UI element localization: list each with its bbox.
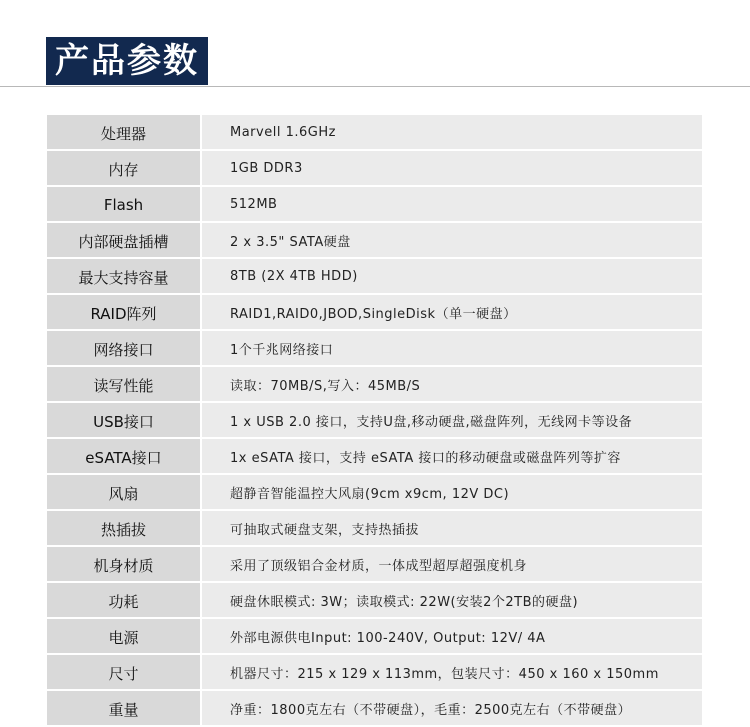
spec-label: 风扇 — [47, 475, 200, 509]
table-row — [47, 439, 702, 473]
table-row — [47, 655, 702, 689]
spec-label: 功耗 — [47, 583, 200, 617]
spec-value: 8TB (2X 4TB HDD) — [202, 259, 702, 293]
spec-table — [47, 113, 702, 727]
table-row — [47, 367, 702, 401]
spec-value: 1GB DDR3 — [202, 151, 702, 185]
spec-value: 机器尺寸：215 x 129 x 113mm，包装尺寸：450 x 160 x 150mm — [202, 655, 702, 689]
spec-label: 机身材质 — [47, 547, 200, 581]
spec-value: RAID1,RAID0,JBOD,SingleDisk（单一硬盘） — [202, 295, 702, 329]
spec-value: 2 x 3.5" SATA硬盘 — [202, 223, 702, 257]
table-row — [47, 151, 702, 185]
spec-label: 热插拔 — [47, 511, 200, 545]
table-row — [47, 115, 702, 149]
spec-value: 512MB — [202, 187, 702, 221]
spec-value: Marvell 1.6GHz — [202, 115, 702, 149]
spec-label: 内部硬盘插槽 — [47, 223, 200, 257]
spec-label: 内存 — [47, 151, 200, 185]
spec-value: 1x eSATA 接口，支持 eSATA 接口的移动硬盘或磁盘阵列等扩容 — [202, 439, 702, 473]
spec-label: eSATA接口 — [47, 439, 200, 473]
spec-label: RAID阵列 — [47, 295, 200, 329]
table-row — [47, 295, 702, 329]
spec-label: 电源 — [47, 619, 200, 653]
spec-table-body — [47, 115, 702, 725]
table-row — [47, 223, 702, 257]
spec-label: Flash — [47, 187, 200, 221]
spec-value: 1 x USB 2.0 接口，支持U盘,移动硬盘,磁盘阵列，无线网卡等设备 — [202, 403, 702, 437]
page-title: 产品参数 — [46, 37, 208, 85]
spec-value: 净重：1800克左右（不带硬盘），毛重：2500克左右（不带硬盘） — [202, 691, 702, 725]
spec-value: 可抽取式硬盘支架，支持热插拔 — [202, 511, 702, 545]
page-header — [0, 0, 750, 90]
table-row — [47, 547, 702, 581]
spec-value: 超静音智能温控大风扇(9cm x9cm, 12V DC) — [202, 475, 702, 509]
table-row — [47, 331, 702, 365]
spec-label: 重量 — [47, 691, 200, 725]
table-row — [47, 511, 702, 545]
spec-label: 网络接口 — [47, 331, 200, 365]
table-row — [47, 691, 702, 725]
spec-label: USB接口 — [47, 403, 200, 437]
table-row — [47, 619, 702, 653]
spec-label: 最大支持容量 — [47, 259, 200, 293]
spec-value: 读取：70MB/S,写入：45MB/S — [202, 367, 702, 401]
header-divider — [0, 86, 750, 87]
table-row — [47, 583, 702, 617]
spec-label: 处理器 — [47, 115, 200, 149]
spec-value: 硬盘休眠模式: 3W；读取模式: 22W(安装2个2TB的硬盘) — [202, 583, 702, 617]
table-row — [47, 403, 702, 437]
spec-value: 外部电源供电Input: 100-240V, Output: 12V/ 4A — [202, 619, 702, 653]
table-row — [47, 187, 702, 221]
spec-label: 尺寸 — [47, 655, 200, 689]
table-row — [47, 259, 702, 293]
spec-value: 采用了顶级铝合金材质，一体成型超厚超强度机身 — [202, 547, 702, 581]
spec-value: 1个千兆网络接口 — [202, 331, 702, 365]
spec-label: 读写性能 — [47, 367, 200, 401]
table-row — [47, 475, 702, 509]
